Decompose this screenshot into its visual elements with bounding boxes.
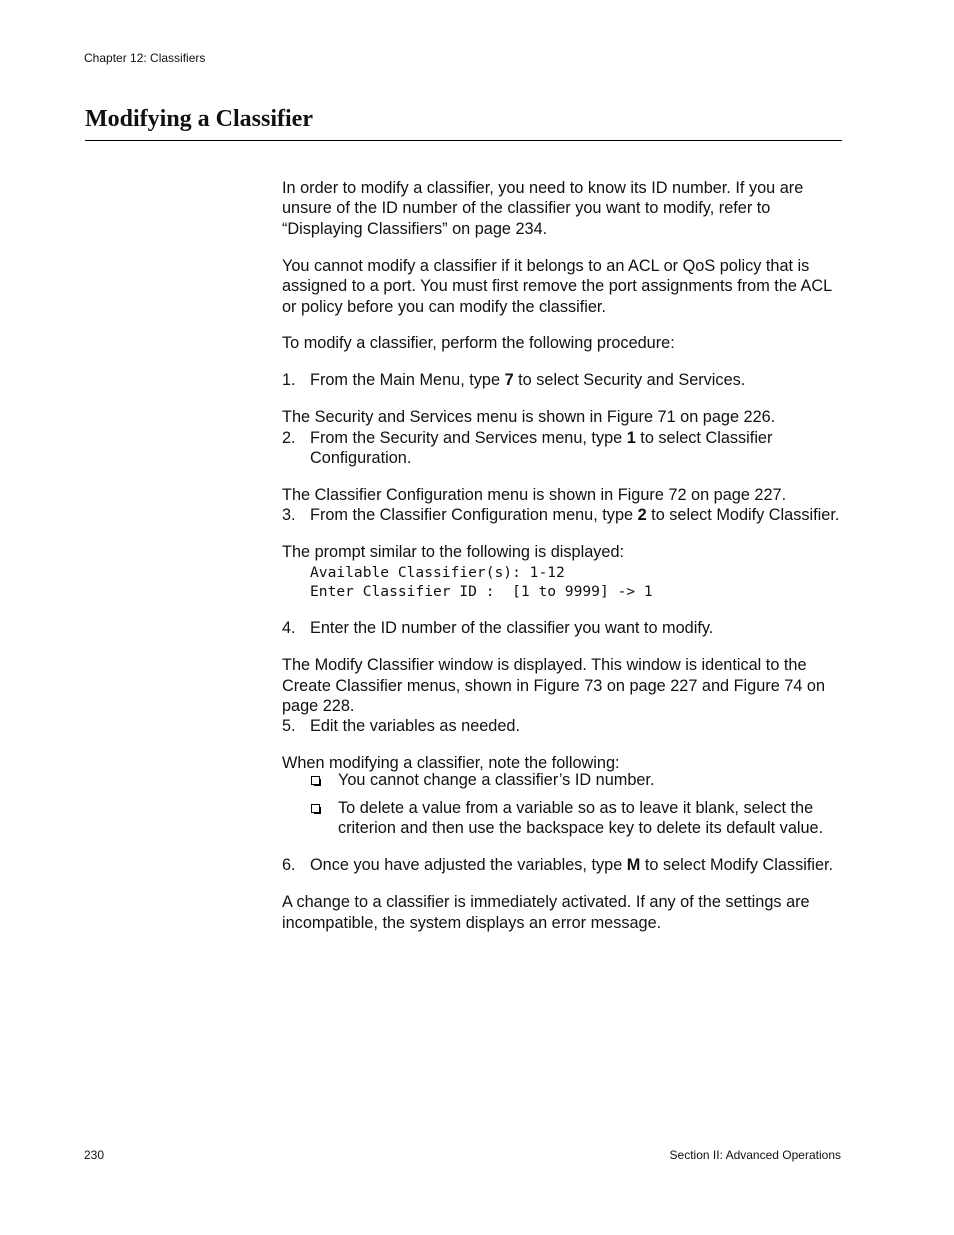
page-title: Modifying a Classifier bbox=[85, 106, 313, 132]
bullet-text: To delete a value from a variable so as to leave it blank, select the criterion and then use the backspace key to delete its default value. bbox=[338, 799, 824, 838]
running-head: Chapter 12: Classifiers bbox=[84, 51, 206, 65]
procedure-step bbox=[282, 428, 844, 469]
list-item bbox=[310, 798, 844, 839]
code-line: Enter Classifier ID : [1 to 9999] -> 1 bbox=[310, 583, 653, 601]
page-number: 230 bbox=[84, 1148, 105, 1162]
step-note: When modifying a classifier, note the following: bbox=[282, 754, 620, 773]
key-label: 1 bbox=[626, 428, 636, 447]
step-number: 1. bbox=[282, 371, 296, 390]
checkbox-bullet-icon bbox=[310, 798, 338, 839]
step-number: 5. bbox=[282, 717, 296, 736]
key-label: 7 bbox=[504, 371, 514, 390]
list-item bbox=[310, 770, 844, 790]
step-number: 3. bbox=[282, 506, 296, 525]
step-note: The prompt similar to the following is displayed: bbox=[282, 543, 625, 562]
step-note: The Classifier Configuration menu is shown in Figure 72 on page 227. bbox=[282, 485, 787, 504]
step-note: A change to a classifier is immediately activated. If any of the settings are incompatible, the system displays an error message. bbox=[282, 893, 810, 932]
step-text: Once you have adjusted the variables, type M to select Modify Classifier. bbox=[310, 856, 834, 875]
body-content bbox=[282, 178, 844, 933]
intro-paragraph: In order to modify a classifier, you need to know its ID number. If you are unsure of the ID number of the classifier you want to modify, refer to “Displaying Classifiers” on page 234. bbox=[282, 179, 804, 238]
checkbox-bullet-icon bbox=[310, 770, 338, 790]
step-note: The Security and Services menu is shown in Figure 71 on page 226. bbox=[282, 408, 776, 427]
step-note: The Modify Classifier window is displayed. This window is identical to the Create Classifier menus, shown in Figure 73 on page 227 and Figure 74 on page 228. bbox=[282, 656, 826, 715]
step-number: 4. bbox=[282, 619, 296, 638]
intro-paragraph: To modify a classifier, perform the following procedure: bbox=[282, 334, 675, 353]
title-rule bbox=[85, 140, 842, 141]
key-label: M bbox=[626, 856, 641, 875]
procedure-step bbox=[282, 370, 844, 390]
procedure-step bbox=[282, 716, 844, 736]
key-label: 2 bbox=[637, 506, 647, 525]
step-text: Enter the ID number of the classifier you want to modify. bbox=[310, 619, 714, 638]
intro-paragraph: You cannot modify a classifier if it belongs to an ACL or QoS policy that is assigned to a port. You must first remove the port assignments from the ACL or policy before you can modify the classifier. bbox=[282, 256, 832, 316]
procedure-step bbox=[282, 618, 844, 638]
procedure-step bbox=[282, 855, 844, 875]
code-sample bbox=[310, 563, 844, 602]
code-line: Available Classifier(s): 1-12 bbox=[310, 563, 565, 581]
step-number: 6. bbox=[282, 856, 296, 875]
step-text: From the Security and Services menu, type 1 to select Classifier Configuration. bbox=[310, 428, 773, 468]
footer-section: Section II: Advanced Operations bbox=[669, 1148, 841, 1162]
step-text: From the Main Menu, type 7 to select Security and Services. bbox=[310, 371, 746, 390]
bullet-list bbox=[310, 770, 844, 839]
step-text: Edit the variables as needed. bbox=[310, 717, 520, 736]
step-number: 2. bbox=[282, 428, 296, 447]
bullet-text: You cannot change a classifier’s ID number. bbox=[338, 770, 655, 789]
procedure-step bbox=[282, 505, 844, 525]
step-text: From the Classifier Configuration menu, type 2 to select Modify Classifier. bbox=[310, 506, 840, 525]
